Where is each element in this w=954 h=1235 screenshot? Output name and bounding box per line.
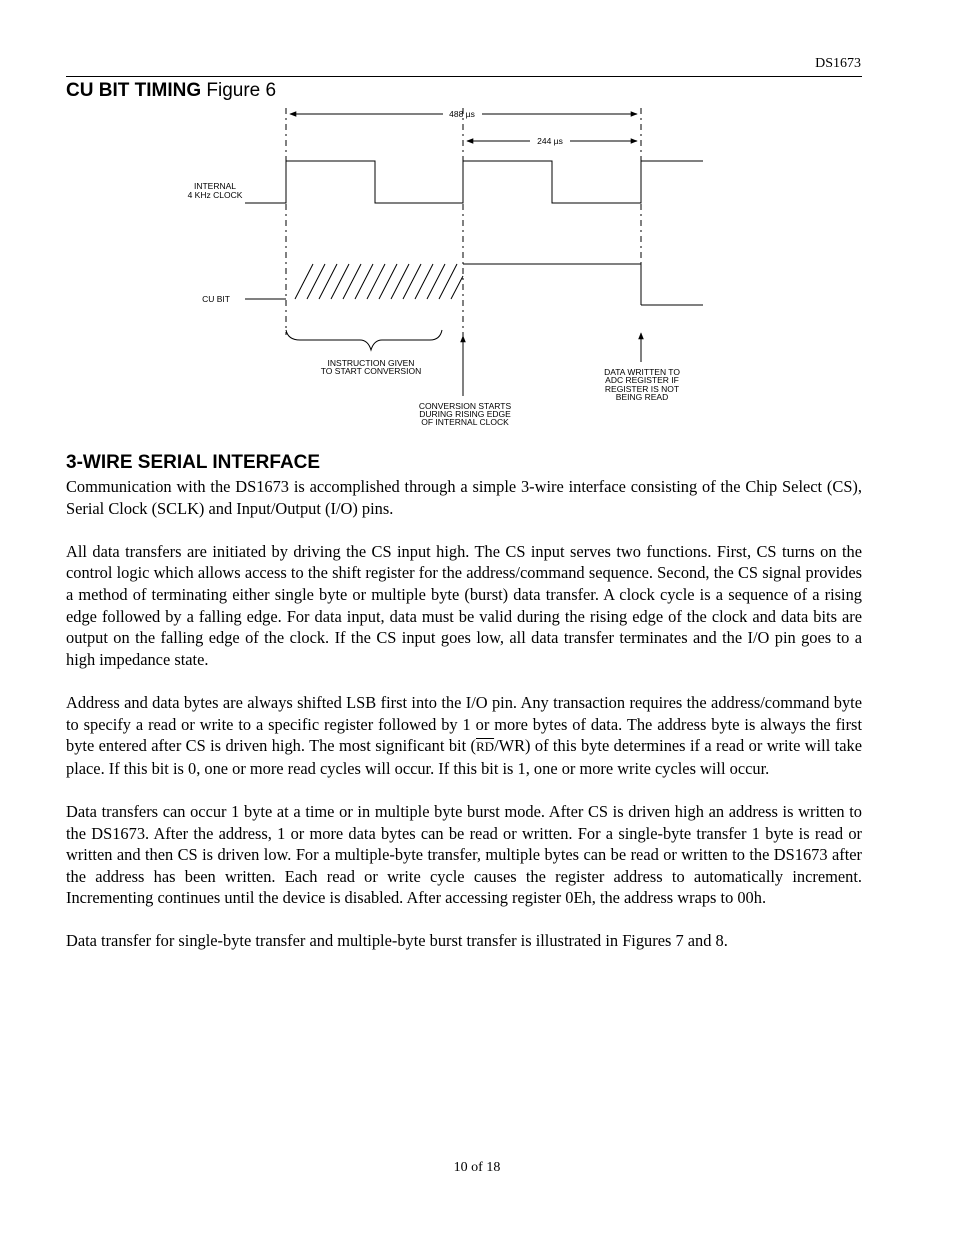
clock-waveform xyxy=(245,161,703,203)
paragraph-2: All data transfers are initiated by driving the CS input high. The CS input serves two functions. First, CS turns on the control logic which allows access to the shift register for the address/command sequence. Second, the CS signal provides a method of terminating either single byte or multiple byte (burst) data transfer. A clock cycle is a sequence of a rising edge followed by a falling edge. For data input, data must be valid during the rising edge of the clock and data bits are output on the falling edge of the clock. If the CS input goes low, all data transfer terminates and the I/O pin goes to a high impedance state. xyxy=(66,541,862,669)
cu-bit-signal-label: CU BIT xyxy=(202,294,230,304)
note-conversion-line2: DURING RISING EDGE xyxy=(419,409,511,419)
note-instruction-line1: INSTRUCTION GIVEN xyxy=(327,358,415,368)
reference-dashed-lines xyxy=(286,108,641,340)
note-data-line1: DATA WRITTEN TO xyxy=(604,367,680,377)
paragraph-3-part-a: Address and data bytes are always shifted LSB first into the I/O pin. Any transaction requires the address/command byte to specify a read or write to a specific register followed by 1 or more bytes of data. The address byte is always the first byte entered after CS is driven high. The most significant bit ( xyxy=(66,692,862,756)
figure-title-bold: CU BIT TIMING xyxy=(66,80,202,101)
note-data-line2: ADC REGISTER IF xyxy=(605,375,679,385)
rd-overbar-text: $\overline{RD}$ xyxy=(476,739,495,755)
section-title: 3-WIRE SERIAL INTERFACE xyxy=(66,452,321,473)
paragraph-1: Communication with the DS1673 is accomplished through a simple 3-wire interface consisting of the Chip Select (CS), Serial Clock (SCLK) and Input/Output (I/O) pins. xyxy=(66,477,862,518)
page-number: 10 of 18 xyxy=(453,1160,501,1175)
note-conversion-line1: CONVERSION STARTS xyxy=(418,401,512,411)
note-data-line3: REGISTER IS NOT xyxy=(604,384,680,394)
clock-signal-label-line2: 4 KHz CLOCK xyxy=(187,190,243,200)
note-instruction-line2: TO START CONVERSION xyxy=(320,366,422,376)
paragraph-3 xyxy=(66,692,862,779)
dimension-244us-label: 244 µs xyxy=(537,136,563,146)
clock-signal-label-line1: INTERNAL xyxy=(193,181,237,191)
cu-bit-undefined-hatch xyxy=(295,264,463,299)
cu-bit-timing-diagram xyxy=(0,0,954,440)
section-body xyxy=(66,476,862,974)
figure-title-rest: Figure 6 xyxy=(201,80,277,101)
paragraph-3-part-b: /WR) of this byte determines if a read or write will take place. If this bit is 0, one or more read cycles will occur. If this bit is 1, one or more write cycles will occur. xyxy=(66,736,862,778)
instruction-brace xyxy=(286,330,442,350)
cu-bit-waveform xyxy=(245,264,703,305)
dimension-488us-label: 488 µs xyxy=(449,109,475,119)
note-data-line4: BEING READ xyxy=(615,392,669,402)
note-conversion-line3: OF INTERNAL CLOCK xyxy=(421,417,509,427)
paragraph-5: Data transfer for single-byte transfer and multiple-byte burst transfer is illustrated in Figures 7 and 8. xyxy=(66,931,728,951)
document-id: DS1673 xyxy=(815,56,861,71)
paragraph-4: Data transfers can occur 1 byte at a time or in multiple byte burst mode. After CS is driven high an address is written to the DS1673. After the address, 1 or more data bytes can be read or written. For a single-byte transfer 1 byte is read or written and then CS is driven low. For a multiple-byte transfer, multiple bytes can be read or written to the DS1673 after the address has been written. Each read or write cycle causes the register address to automatically increment. Incrementing continues until the device is disabled. After accessing register 0Eh, the address wraps to 00h. xyxy=(66,801,862,908)
